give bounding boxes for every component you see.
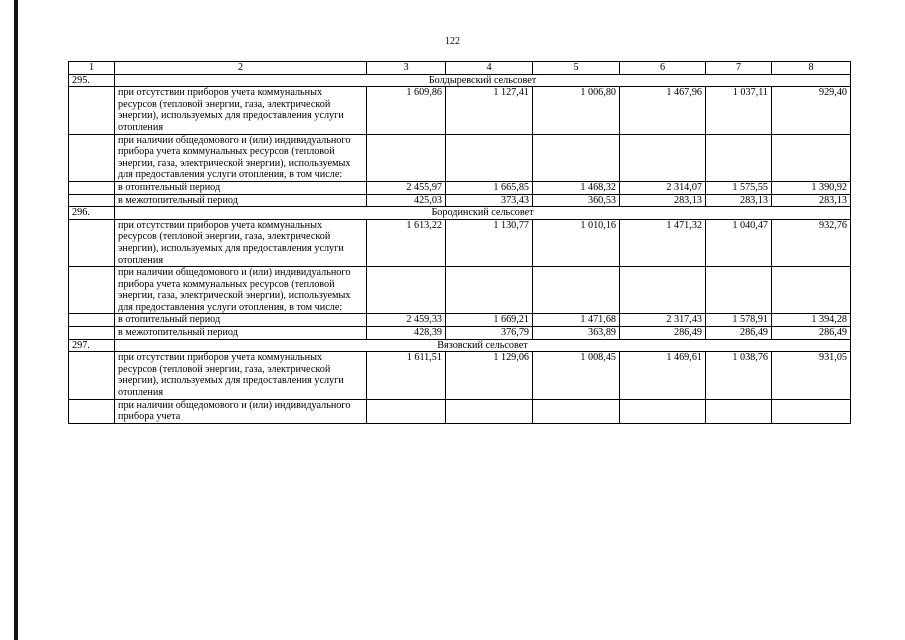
section-row	[69, 207, 851, 220]
row-label: в межотопительный период	[115, 327, 367, 340]
value-cell: 1 665,85	[446, 181, 533, 194]
value-cell	[446, 267, 533, 314]
value-cell: 1 467,96	[620, 87, 706, 134]
table-row	[69, 134, 851, 181]
row-number-cell	[69, 327, 115, 340]
value-cell	[367, 267, 446, 314]
section-title: Болдыревский сельсовет	[115, 74, 851, 87]
value-cell: 2 455,97	[367, 181, 446, 194]
value-cell: 1 469,61	[620, 352, 706, 399]
value-cell	[446, 399, 533, 423]
row-label: при отсутствии приборов учета коммунальных ресурсов (тепловой энергии, газа, электрической энергии), используемых для предоставления услуги отопления	[115, 352, 367, 399]
value-cell	[367, 399, 446, 423]
row-number-cell	[69, 181, 115, 194]
row-number-cell	[69, 399, 115, 423]
table-row	[69, 314, 851, 327]
value-cell: 1 471,32	[620, 219, 706, 266]
value-cell	[772, 399, 851, 423]
value-cell: 1 040,47	[706, 219, 772, 266]
value-cell: 360,53	[533, 194, 620, 207]
section-number: 295.	[69, 74, 115, 87]
header-row	[69, 62, 851, 75]
value-cell: 363,89	[533, 327, 620, 340]
row-label: в отопительный период	[115, 314, 367, 327]
value-cell: 1 008,45	[533, 352, 620, 399]
value-cell	[367, 134, 446, 181]
value-cell: 283,13	[620, 194, 706, 207]
value-cell	[533, 134, 620, 181]
value-cell: 283,13	[706, 194, 772, 207]
row-number-cell	[69, 219, 115, 266]
value-cell	[772, 134, 851, 181]
table-row	[69, 327, 851, 340]
value-cell: 1 471,68	[533, 314, 620, 327]
section-row	[69, 339, 851, 352]
value-cell: 1 010,16	[533, 219, 620, 266]
value-cell: 283,13	[772, 194, 851, 207]
row-label: при наличии общедомового и (или) индивидуального прибора учета коммунальных ресурсов (тепловой энергии, газа, электрической энергии), используемых для предоставления услуги отопления, в том числе:	[115, 134, 367, 181]
value-cell: 1 669,21	[446, 314, 533, 327]
value-cell: 286,49	[620, 327, 706, 340]
row-number-cell	[69, 87, 115, 134]
row-label: при наличии общедомового и (или) индивидуального прибора учета	[115, 399, 367, 423]
value-cell	[706, 134, 772, 181]
section-number: 296.	[69, 207, 115, 220]
section-number: 297.	[69, 339, 115, 352]
value-cell	[772, 267, 851, 314]
value-cell: 1 468,32	[533, 181, 620, 194]
value-cell	[533, 267, 620, 314]
value-cell	[533, 399, 620, 423]
row-label: при отсутствии приборов учета коммунальных ресурсов (тепловой энергии, газа, электрической энергии), используемых для предоставления услуги отопления	[115, 87, 367, 134]
header-cell: 3	[367, 62, 446, 75]
tariff-table	[68, 61, 851, 424]
value-cell: 1 129,06	[446, 352, 533, 399]
value-cell: 1 130,77	[446, 219, 533, 266]
scan-edge-line	[14, 0, 18, 640]
row-number-cell	[69, 314, 115, 327]
value-cell: 1 609,86	[367, 87, 446, 134]
value-cell: 1 127,41	[446, 87, 533, 134]
header-cell: 2	[115, 62, 367, 75]
table-row	[69, 399, 851, 423]
value-cell: 2 459,33	[367, 314, 446, 327]
value-cell: 1 037,11	[706, 87, 772, 134]
value-cell: 2 314,07	[620, 181, 706, 194]
row-number-cell	[69, 194, 115, 207]
header-cell: 5	[533, 62, 620, 75]
section-row	[69, 74, 851, 87]
value-cell: 1 394,28	[772, 314, 851, 327]
table-row	[69, 219, 851, 266]
value-cell	[620, 267, 706, 314]
row-label: при отсутствии приборов учета коммунальных ресурсов (тепловой энергии, газа, электрической энергии), используемых для предоставления услуги отопления	[115, 219, 367, 266]
row-number-cell	[69, 267, 115, 314]
value-cell: 1 575,55	[706, 181, 772, 194]
table-row	[69, 181, 851, 194]
value-cell: 1 006,80	[533, 87, 620, 134]
header-cell: 4	[446, 62, 533, 75]
header-cell: 6	[620, 62, 706, 75]
value-cell: 1 611,51	[367, 352, 446, 399]
value-cell: 1 578,91	[706, 314, 772, 327]
header-cell: 7	[706, 62, 772, 75]
value-cell	[446, 134, 533, 181]
value-cell: 1 390,92	[772, 181, 851, 194]
row-label: в отопительный период	[115, 181, 367, 194]
value-cell: 373,43	[446, 194, 533, 207]
value-cell: 929,40	[772, 87, 851, 134]
value-cell: 428,39	[367, 327, 446, 340]
value-cell: 376,79	[446, 327, 533, 340]
row-number-cell	[69, 352, 115, 399]
value-cell: 286,49	[706, 327, 772, 340]
value-cell: 2 317,43	[620, 314, 706, 327]
row-label: в межотопительный период	[115, 194, 367, 207]
header-cell: 1	[69, 62, 115, 75]
section-title: Бородинский сельсовет	[115, 207, 851, 220]
section-title: Вязовский сельсовет	[115, 339, 851, 352]
table-row	[69, 267, 851, 314]
table-row	[69, 352, 851, 399]
table-row	[69, 87, 851, 134]
value-cell	[620, 399, 706, 423]
page-number: 122	[445, 36, 460, 47]
value-cell: 1 613,22	[367, 219, 446, 266]
value-cell	[706, 399, 772, 423]
value-cell: 1 038,76	[706, 352, 772, 399]
header-cell: 8	[772, 62, 851, 75]
table-row	[69, 194, 851, 207]
value-cell: 286,49	[772, 327, 851, 340]
value-cell	[706, 267, 772, 314]
row-number-cell	[69, 134, 115, 181]
value-cell: 425,03	[367, 194, 446, 207]
value-cell	[620, 134, 706, 181]
value-cell: 931,05	[772, 352, 851, 399]
row-label: при наличии общедомового и (или) индивидуального прибора учета коммунальных ресурсов (тепловой энергии, газа, электрической энергии), используемых для предоставления услуги отопления, в том числе:	[115, 267, 367, 314]
value-cell: 932,76	[772, 219, 851, 266]
